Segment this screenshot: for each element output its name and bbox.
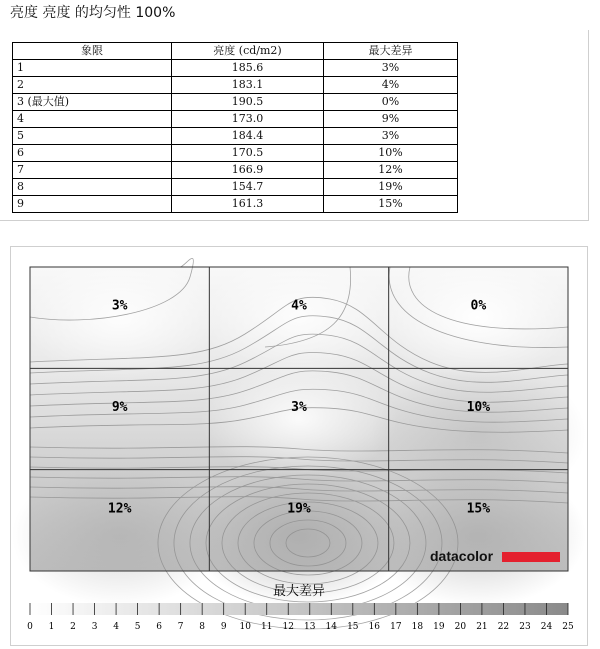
cell-quadrant: 3 (最大值)	[13, 94, 172, 111]
legend-tick-label: 9	[220, 622, 227, 632]
cell-label: 3%	[111, 298, 128, 314]
legend-tick-label: 0	[27, 622, 33, 632]
cell-label: 0%	[470, 298, 487, 314]
shade-blob	[200, 358, 397, 480]
cell-label: 9%	[111, 400, 128, 415]
table-row	[13, 94, 458, 111]
cell-quadrant: 7	[13, 162, 172, 179]
cell-quadrant: 8	[13, 179, 172, 196]
shade-blob	[371, 465, 586, 607]
legend-tick-label: 22	[497, 622, 510, 632]
legend-tick-label: 2	[70, 622, 76, 632]
table-row	[13, 128, 458, 145]
table-row	[13, 179, 458, 196]
cell-label: 10%	[466, 400, 491, 415]
cell-label: 3%	[291, 400, 307, 415]
cell-deviation: 4%	[324, 77, 458, 94]
legend-tick-label: 14	[325, 622, 338, 632]
cell-deviation: 12%	[324, 162, 458, 179]
cell-deviation: 3%	[324, 60, 458, 77]
legend-tick-label: 11	[260, 622, 273, 632]
cell-quadrant: 6	[13, 145, 172, 162]
cell-quadrant: 4	[13, 111, 172, 128]
cell-label: 19%	[287, 501, 311, 517]
cell-label: 15%	[466, 501, 491, 517]
cell-deviation: 9%	[324, 111, 458, 128]
table-row	[13, 196, 458, 213]
shade-blob	[380, 257, 577, 379]
cell-quadrant: 5	[13, 128, 172, 145]
uniformity-chart	[11, 247, 587, 645]
datacolor-logo: datacolor	[430, 548, 494, 564]
legend-tick-label: 19	[433, 622, 445, 632]
legend-tick-label: 5	[134, 622, 141, 632]
cell-luminance: 154.7	[172, 179, 324, 196]
cell-luminance: 185.6	[172, 60, 324, 77]
page-title: 亮度 亮度 的均匀性 100%	[10, 5, 176, 21]
legend-tick-label: 6	[156, 622, 162, 632]
legend-tick-label: 13	[304, 622, 316, 632]
legend-tick-label: 21	[476, 622, 488, 632]
cell-luminance: 166.9	[172, 162, 324, 179]
legend-tick-label: 23	[519, 622, 531, 632]
cell-luminance: 184.4	[172, 128, 324, 145]
uniformity-table	[12, 42, 458, 213]
heatmap-plot	[12, 257, 586, 629]
legend-tick-label: 7	[177, 622, 184, 632]
cell-deviation: 15%	[324, 196, 458, 213]
legend-tick-label: 10	[239, 622, 251, 632]
cell-luminance: 170.5	[172, 145, 324, 162]
table-row	[13, 60, 458, 77]
legend-tick-label: 18	[411, 622, 424, 632]
legend-color-bar	[30, 603, 568, 615]
shade-blob	[21, 257, 218, 379]
legend-tick-label: 16	[368, 622, 381, 632]
datacolor-logo-bar	[502, 552, 560, 562]
cell-deviation: 19%	[324, 179, 458, 196]
table-row	[13, 111, 458, 128]
legend-tick-label: 15	[347, 622, 359, 632]
table-header-row	[13, 43, 458, 60]
cell-deviation: 3%	[324, 128, 458, 145]
cell-quadrant: 2	[13, 77, 172, 94]
cell-label: 12%	[107, 501, 132, 517]
legend-tick-label: 24	[540, 622, 553, 632]
table-row	[13, 145, 458, 162]
table-row	[13, 162, 458, 179]
legend-tick-label: 4	[113, 622, 119, 632]
cell-luminance: 183.1	[172, 77, 324, 94]
header-luminance: 亮度 (cd/m2)	[172, 43, 324, 60]
table-panel	[0, 30, 589, 221]
header-max-deviation: 最大差异	[324, 43, 458, 60]
cell-luminance: 190.5	[172, 94, 324, 111]
chart-panel	[10, 246, 588, 646]
legend-tick-label: 12	[282, 622, 294, 632]
legend-tick-label: 17	[390, 622, 402, 632]
table-row	[13, 77, 458, 94]
legend-tick-label: 1	[48, 622, 55, 632]
legend-tick-label: 8	[199, 622, 206, 632]
cell-label: 4%	[291, 298, 307, 314]
cell-deviation: 0%	[324, 94, 458, 111]
cell-quadrant: 1	[13, 60, 172, 77]
header-quadrant: 象限	[13, 43, 172, 60]
cell-quadrant: 9	[13, 196, 172, 213]
cell-luminance: 161.3	[172, 196, 324, 213]
legend-tick-label: 25	[562, 622, 574, 632]
cell-deviation: 10%	[324, 145, 458, 162]
legend-title: 最大差异	[272, 584, 326, 599]
legend-tick-label: 20	[454, 622, 467, 632]
cell-luminance: 173.0	[172, 111, 324, 128]
legend-tick-label: 3	[91, 622, 98, 632]
